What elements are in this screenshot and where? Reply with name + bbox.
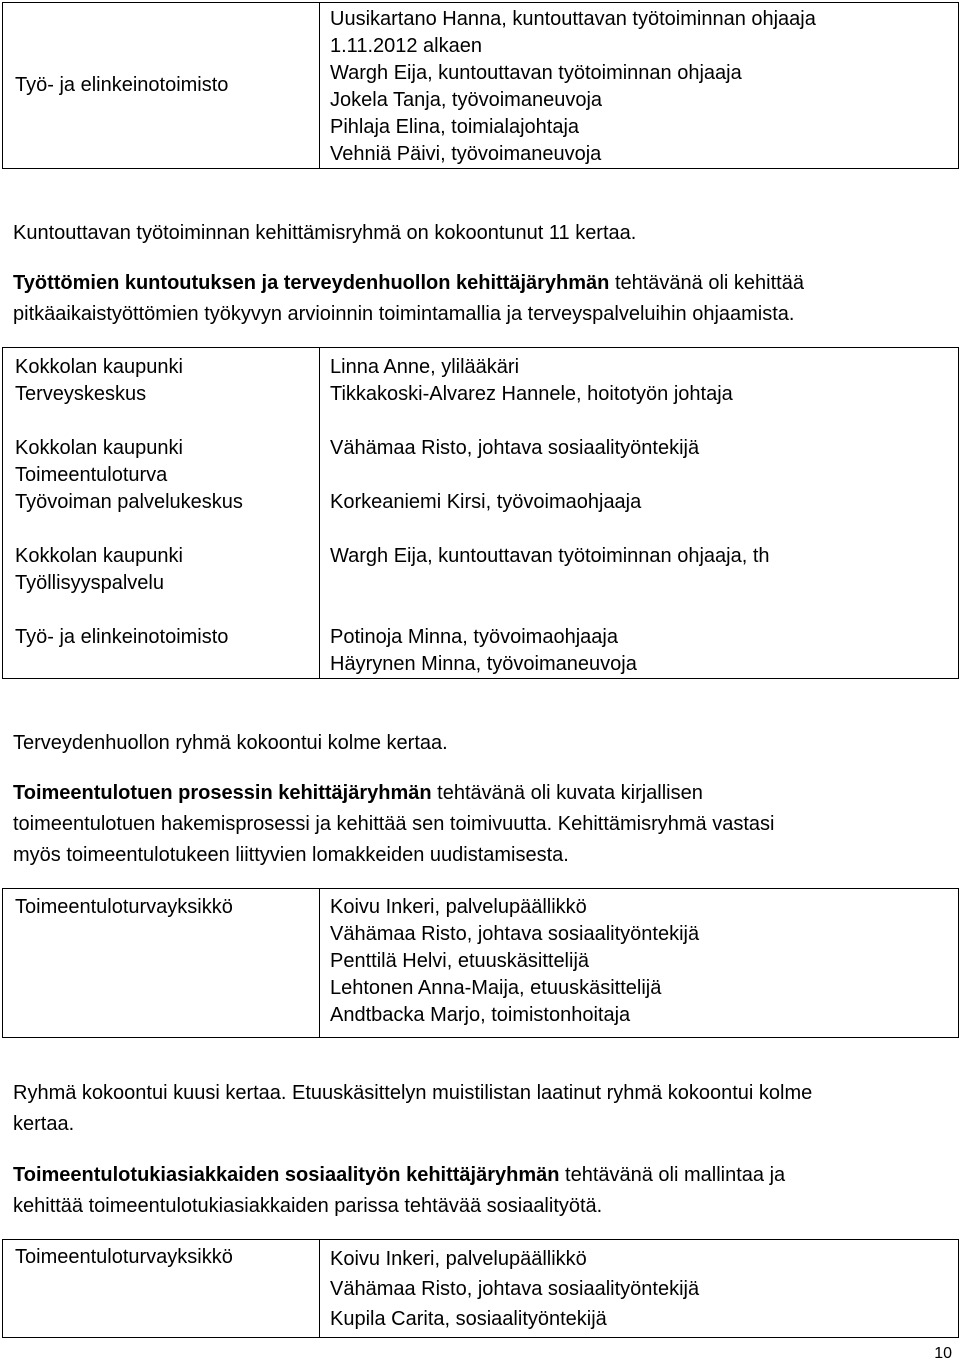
org-name: Toimeentuloturvayksikkö: [15, 896, 233, 918]
paragraph-text: tehtävänä oli kuvata kirjallisen: [431, 782, 703, 804]
person-line: Jokela Tanja, työvoimaneuvoja: [330, 89, 603, 111]
org-line: Työ- ja elinkeinotoimisto: [15, 626, 229, 648]
table-row: [3, 348, 959, 679]
person-line: Penttilä Helvi, etuuskäsittelijä: [330, 950, 590, 972]
paragraph-text: myös toimeentulotukeen liittyvien lomakkeiden uudistamisesta.: [13, 844, 569, 866]
group-name-bold: Työttömien kuntoutuksen ja terveydenhuollon kehittäjäryhmän: [13, 272, 610, 294]
person-line: [330, 462, 958, 489]
person-line: Korkeaniemi Kirsi, työvoimaohjaaja: [330, 491, 642, 513]
person-line: Vähämaa Risto, johtava sosiaalityöntekijä: [330, 923, 700, 945]
table-tyo-ja-elinkeinotoimisto: [2, 2, 959, 169]
table-row: [3, 889, 959, 1038]
paragraph-text: Terveydenhuollon ryhmä kokoontui kolme kertaa.: [13, 732, 448, 754]
people-cell: [320, 3, 959, 169]
person-line: Andtbacka Marjo, toimistonhoitaja: [330, 1004, 631, 1026]
paragraph-text: pitkäaikaistyöttömien työkyvyn arvioinnin toimintamallia ja terveyspalveluihin ohjaamista.: [13, 303, 795, 325]
paragraph-text: Ryhmä kokoontui kuusi kertaa. Etuuskäsittelyn muistilistan laatinut ryhmä kokoontui kolme: [13, 1082, 813, 1104]
person-line: Pihlaja Elina, toimialajohtaja: [330, 116, 580, 138]
org-line: [15, 597, 319, 624]
person-line: Vehniä Päivi, työvoimaneuvoja: [330, 143, 602, 165]
paragraph-ryhma-kokoontui: [13, 1078, 948, 1140]
paragraph-text: toimeentulotuen hakemisprosessi ja kehittää sen toimivuutta. Kehittämisryhmä vastasi: [13, 813, 775, 835]
paragraph-text: tehtävänä oli kehittää: [609, 272, 804, 294]
org-line: Kokkolan kaupunki: [15, 545, 183, 567]
paragraph-tyottomien-ryhma: [13, 268, 948, 330]
person-line: Koivu Inkeri, palvelupäällikkö: [330, 1248, 587, 1270]
org-line: [15, 408, 319, 435]
paragraph-terveydenhuollon-kokoontui: [13, 728, 948, 759]
person-line: [330, 597, 958, 624]
person-line: [330, 408, 958, 435]
org-cell: [3, 3, 320, 169]
table-row: [3, 3, 959, 169]
org-line: [15, 516, 319, 543]
org-line: Työllisyyspalvelu: [15, 572, 164, 594]
person-line: Vähämaa Risto, johtava sosiaalityöntekijä: [330, 437, 700, 459]
org-cell: [3, 348, 320, 679]
paragraph-sosiaalityon-ryhma: [13, 1160, 948, 1222]
paragraph-text: kehittää toimeentulotukiasiakkaiden parissa tehtävää sosiaalityötä.: [13, 1195, 603, 1217]
paragraph-toimeentulotuen-ryhma: [13, 778, 948, 871]
org-cell: [3, 889, 320, 1038]
table-terveydenhuollon-ryhma: [2, 347, 959, 679]
table-row: [3, 1240, 959, 1338]
org-name: Työ- ja elinkeinotoimisto: [15, 74, 229, 96]
person-line: Vähämaa Risto, johtava sosiaalityöntekijä: [330, 1278, 700, 1300]
person-line: Linna Anne, ylilääkäri: [330, 356, 520, 378]
person-line: Wargh Eija, kuntouttavan työtoiminnan ohjaaja, th: [330, 545, 770, 567]
org-line: Kokkolan kaupunki: [15, 437, 183, 459]
org-name: Toimeentuloturvayksikkö: [15, 1246, 233, 1268]
org-line: Toimeentuloturva: [15, 464, 168, 486]
paragraph-text: tehtävänä oli mallintaa ja: [559, 1164, 786, 1186]
people-cell: [320, 1240, 959, 1338]
person-line: [330, 516, 958, 543]
table-sosiaalityon-ryhma: [2, 1239, 959, 1338]
page-number: 10: [934, 1345, 952, 1362]
person-line: Lehtonen Anna-Maija, etuuskäsittelijä: [330, 977, 662, 999]
person-line: [330, 570, 958, 597]
person-line: Tikkakoski-Alvarez Hannele, hoitotyön johtaja: [330, 383, 733, 405]
person-line: Wargh Eija, kuntouttavan työtoiminnan ohjaaja: [330, 62, 742, 84]
paragraph-kuntouttava-kokoontunut: [13, 218, 948, 249]
group-name-bold: Toimeentulotuen prosessin kehittäjäryhmän: [13, 782, 432, 804]
person-line: Koivu Inkeri, palvelupäällikkö: [330, 896, 587, 918]
people-cell: [320, 889, 959, 1038]
group-name-bold: Toimeentulotukiasiakkaiden sosiaalityön kehittäjäryhmän: [13, 1164, 560, 1186]
org-line: Työvoiman palvelukeskus: [15, 491, 243, 513]
person-line: Uusikartano Hanna, kuntouttavan työtoiminnan ohjaaja: [330, 8, 816, 30]
paragraph-text: kertaa.: [13, 1113, 75, 1135]
person-line: Potinoja Minna, työvoimaohjaaja: [330, 626, 618, 648]
paragraph-text: Kuntouttavan työtoiminnan kehittämisryhmä on kokoontunut 11 kertaa.: [13, 222, 637, 244]
table-toimeentulotuen-ryhma: [2, 888, 959, 1038]
person-line: Kupila Carita, sosiaalityöntekijä: [330, 1308, 607, 1330]
person-line: Häyrynen Minna, työvoimaneuvoja: [330, 653, 637, 675]
org-line: Kokkolan kaupunki: [15, 356, 183, 378]
people-cell: [320, 348, 959, 679]
person-line: 1.11.2012 alkaen: [330, 35, 482, 57]
org-cell: [3, 1240, 320, 1338]
org-line: Terveyskeskus: [15, 383, 147, 405]
